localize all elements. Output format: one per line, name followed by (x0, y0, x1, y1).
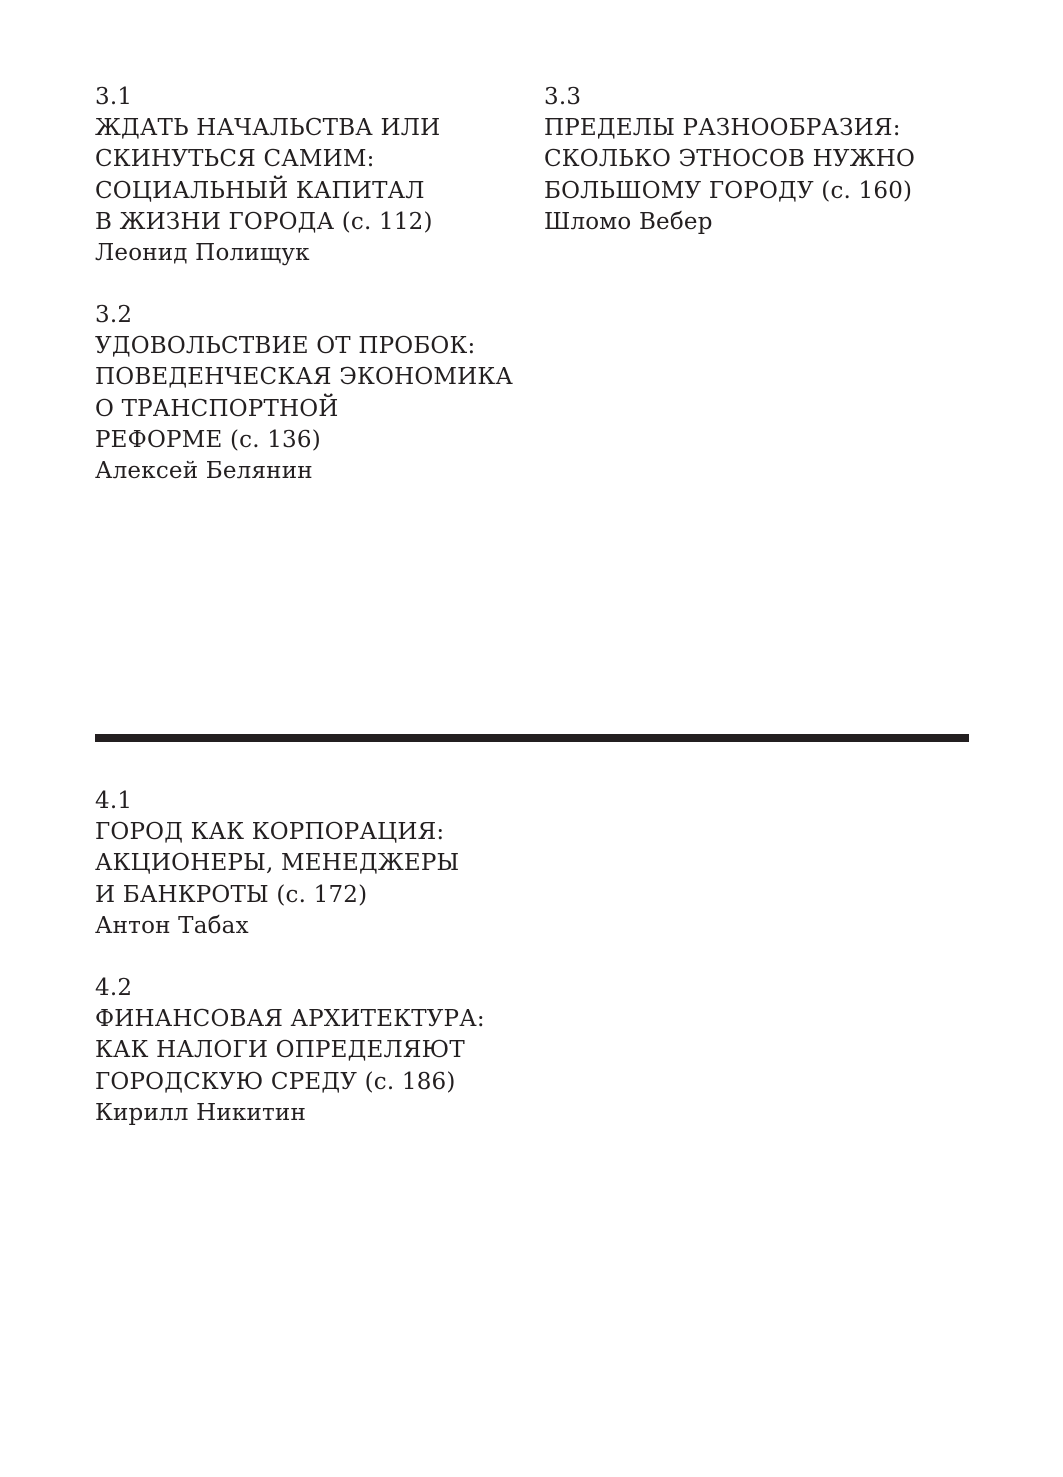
entry-title-line: И БАНКРОТЫ (с. 172) (95, 881, 368, 908)
entry-title-line: КАК НАЛОГИ ОПРЕДЕЛЯЮТ (95, 1037, 465, 1064)
entry-author: Алексей Белянин (95, 458, 313, 485)
entry-title-line: ПРЕДЕЛЫ РАЗНООБРАЗИЯ: (544, 115, 901, 142)
entry-title-line: ФИНАНСОВАЯ АРХИТЕКТУРА: (95, 1006, 485, 1033)
entry-title-line: СОЦИАЛЬНЫЙ КАПИТАЛ (95, 177, 425, 204)
entry-number: 4.1 (95, 788, 133, 814)
entry-title-line: БОЛЬШОМУ ГОРОДУ (с. 160) (544, 177, 913, 204)
entry-title-line: ПОВЕДЕНЧЕСКАЯ ЭКОНОМИКА (95, 364, 514, 391)
entry-title-line: СКИНУТЬСЯ САМИМ: (95, 146, 375, 173)
toc-entry-3-1 (95, 82, 440, 269)
entry-title-line: УДОВОЛЬСТВИЕ ОТ ПРОБОК: (95, 333, 476, 360)
toc-entry-3-3 (544, 82, 915, 238)
entry-author: Антон Табах (95, 912, 249, 939)
entry-title-line: СКОЛЬКО ЭТНОСОВ НУЖНО (544, 146, 916, 173)
entry-number: 3.2 (95, 302, 133, 328)
entry-number: 3.3 (544, 84, 582, 110)
entry-author: Леонид Полищук (95, 240, 310, 267)
toc-entry-4-2 (95, 973, 485, 1129)
toc-entry-4-1 (95, 786, 459, 942)
entry-title-line: АКЦИОНЕРЫ, МЕНЕДЖЕРЫ (95, 850, 460, 877)
toc-entry-3-2 (95, 300, 513, 487)
entry-title-line: ГОРОДСКУЮ СРЕДУ (с. 186) (95, 1068, 456, 1095)
entry-author: Кирилл Никитин (95, 1099, 306, 1126)
entry-title-line: ГОРОД КАК КОРПОРАЦИЯ: (95, 819, 445, 846)
entry-title-line: В ЖИЗНИ ГОРОДА (с. 112) (95, 208, 433, 235)
entry-title-line: ЖДАТЬ НАЧАЛЬСТВА ИЛИ (95, 115, 441, 142)
entry-number: 3.1 (95, 84, 133, 110)
entry-title-line: О ТРАНСПОРТНОЙ (95, 395, 339, 422)
section-divider (95, 734, 969, 742)
entry-number: 4.2 (95, 975, 133, 1001)
entry-title-line: РЕФОРМЕ (с. 136) (95, 426, 321, 453)
entry-author: Шломо Вебер (544, 208, 713, 235)
